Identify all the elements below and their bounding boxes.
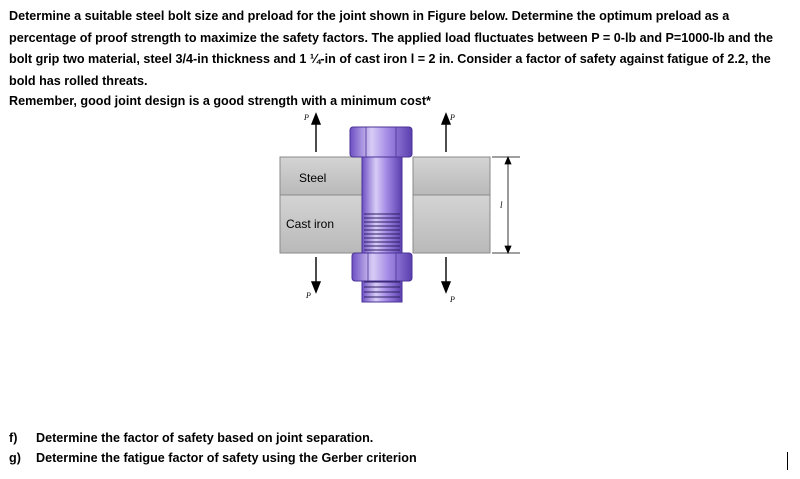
load-label-bottom-right: P [450, 295, 455, 304]
steel-label: Steel [299, 171, 327, 185]
question-label: g) [9, 451, 21, 465]
question-text: Determine the factor of safety based on joint separation. [36, 431, 374, 445]
question-label: f) [9, 431, 18, 445]
load-label-top-left: P [304, 113, 309, 122]
bolted-joint-figure [270, 112, 530, 312]
bolt-head [350, 127, 412, 157]
nut [352, 253, 412, 281]
load-label-bottom-left: P [306, 291, 311, 300]
text-cursor [787, 452, 788, 470]
problem-statement: Determine a suitable steel bolt size and preload for the joint shown in Figure below. Determine the optimum preload as a percentage of proof strength to maximize the safety factors. The applied load fluctuates between P = 0-lb and P=1000-lb and the bolt grip two material, steel 3/4-in thickness and 1 ¼-in of cast iron l = 2 in. Consider a factor of safety against fatigue of 2.2, the bold has rolled threats. [9, 9, 773, 88]
question-item [9, 448, 769, 468]
question-text: Determine the fatigue factor of safety using the Gerber criterion [36, 451, 417, 465]
load-label-top-right: P [450, 113, 455, 122]
cast-iron-label: Cast iron [286, 217, 335, 231]
grip-dimension [492, 157, 520, 253]
reminder-text: Remember, good joint design is a good strength with a minimum cost* [9, 94, 431, 108]
question-item [9, 428, 769, 448]
question-list [9, 428, 769, 468]
grip-label: l [500, 200, 503, 210]
